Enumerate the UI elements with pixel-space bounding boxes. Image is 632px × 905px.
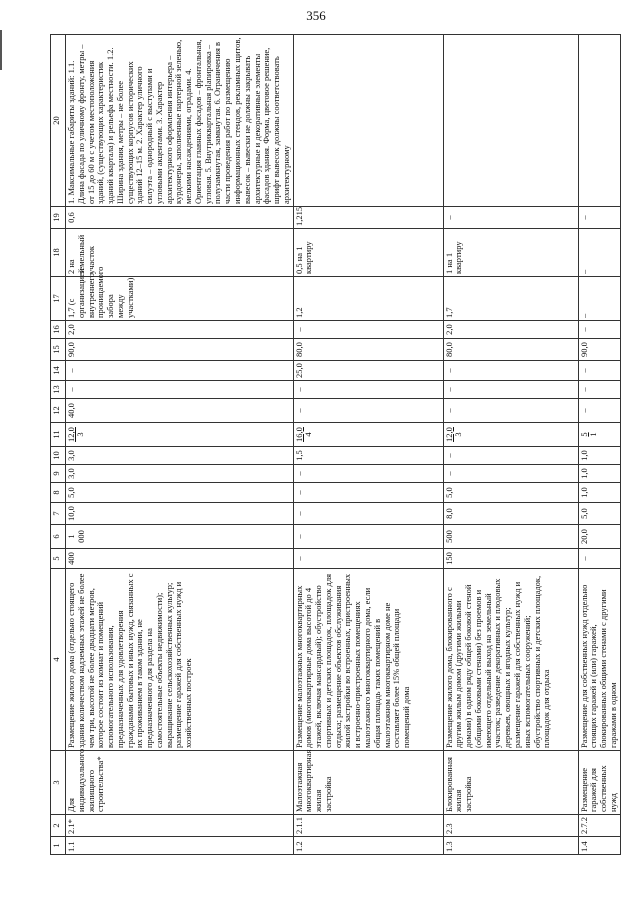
cell-col-12: –: [293, 399, 443, 423]
cell-col-14: –: [66, 361, 294, 381]
cell-col-5: –: [578, 549, 620, 569]
cell-col-4: Размещение для собственных нужд отдельно стоящих гаражей и (или) гаражей, блокированных общими стенами с другими гаражами в одном: [578, 569, 620, 751]
cell-col-14: –: [578, 361, 620, 381]
cell-col-19: 1,215: [293, 207, 443, 229]
cell-col-9: 1,0: [578, 465, 620, 483]
table-row: [293, 35, 443, 855]
cell-col-12: –: [578, 399, 620, 423]
column-header-12: 12: [51, 399, 66, 423]
table-body: [66, 35, 621, 855]
cell-col-6: 20,0: [578, 525, 620, 549]
cell-floors-value: 4: [302, 432, 313, 437]
cell-col-14: 25,0: [293, 361, 443, 381]
column-header-6: 6: [51, 525, 66, 549]
cell-height-value: 12,0: [443, 427, 454, 442]
cell-col-6: –: [293, 525, 443, 549]
cell-floors-height: [443, 423, 578, 447]
cell-col-7: 5,0: [578, 503, 620, 525]
cell-col-10: 1,0: [578, 447, 620, 465]
cell-col-5: 400: [66, 549, 294, 569]
cell-col-17: 1,2: [293, 277, 443, 321]
cell-height-value: 16,0: [293, 427, 304, 442]
cell-height-value: 5: [578, 432, 589, 437]
cell-col-7: 8,0: [443, 503, 578, 525]
cell-col-1: 1.4: [578, 837, 620, 855]
cell-col-17: 1,7: [443, 277, 578, 321]
column-header-5: 5: [51, 549, 66, 569]
cell-col-13: –: [578, 381, 620, 399]
cell-col-10: 3,0: [66, 447, 294, 465]
page-number: 356: [306, 8, 326, 23]
cell-col-20: [578, 35, 620, 207]
cell-col-9: 3,0: [66, 465, 294, 483]
column-header-2: 2: [51, 815, 66, 837]
cell-col-10: 1,5: [293, 447, 443, 465]
zoning-table: [50, 34, 621, 855]
cell-col-1: 1.3: [443, 837, 578, 855]
column-header-7: 7: [51, 503, 66, 525]
cell-col-7: –: [293, 503, 443, 525]
cell-col-20: [443, 35, 578, 207]
cell-col-8: 1,0: [578, 483, 620, 503]
cell-col-17: –: [578, 277, 620, 321]
cell-col-4: Размещение жилого дома, блокированного с другим жилым домом (другими жилыми домами) в одном ряду общей боковой стеной (общими боковыми стенами) без проемов и имеющего отдельный выход на земельный участок; разведение декоративных и плодовых деревьев, овощных и ягодных культур; размещение гаражей для собственных нужд и иных вспомогательных сооружений; обустройство спортивных и детских площадок, площадок для отдыха: [443, 569, 578, 751]
cell-col-2: 2.7.2: [578, 815, 620, 837]
header-row: [51, 35, 66, 855]
cell-col-6: 1 000: [66, 525, 294, 549]
cell-col-19: –: [443, 207, 578, 229]
column-header-14: 14: [51, 361, 66, 381]
cell-col-13: –: [443, 381, 578, 399]
column-header-16: 16: [51, 321, 66, 339]
margin-mark: [0, 30, 2, 70]
cell-col-2: 2.1*: [66, 815, 294, 837]
cell-col-19: –: [578, 207, 620, 229]
column-header-13: 13: [51, 381, 66, 399]
cell-col-15: 90,0: [578, 339, 620, 361]
table-row: [578, 35, 620, 855]
cell-col-1: 1.1: [66, 837, 294, 855]
column-header-18: 18: [51, 229, 66, 277]
cell-col-18: 2 на земельный участок: [66, 229, 294, 277]
cell-col-17: 1,7 (с организацией внутреннего проницаемого забора между участками): [66, 277, 294, 321]
cell-floors-height: [66, 423, 294, 447]
cell-height-value: 12,0: [66, 427, 76, 442]
cell-col-12: 40,0: [66, 399, 294, 423]
cell-col-14: –: [443, 361, 578, 381]
column-header-20: 20: [51, 35, 66, 207]
cell-floors-value: 3: [452, 432, 463, 437]
cell-col-8: 5,0: [443, 483, 578, 503]
cell-col-3: Блокированная жилая застройка: [443, 751, 578, 815]
column-header-10: 10: [51, 447, 66, 465]
cell-col-16: 2,0: [66, 321, 294, 339]
cell-col-4: Размещение жилого дома (отдельно стоящего здания количеством надземных этажей не более чем три, высотой не более двадцати метров, которое состоит из комнат и помещений вспомогательного использования, предназначенных для удовлетворения гражданами бытовых и иных нужд, связанных с их проживанием в таком здании, не предназначенного для раздела на самостоятельные объекты недвижимости); выращивание сельскохозяйственных культур; размещение гаражей для собственных нужд и хозяйственных построек: [66, 569, 294, 751]
cell-col-6: 500: [443, 525, 578, 549]
column-header-17: 17: [51, 277, 66, 321]
cell-floors-value: 1: [587, 432, 598, 437]
cell-col-16: –: [293, 321, 443, 339]
cell-col-19: 0,6: [66, 207, 294, 229]
cell-floors-value: 3: [74, 432, 85, 437]
cell-col-15: 80,0: [443, 339, 578, 361]
cell-floors-height: [578, 423, 620, 447]
column-header-19: 19: [51, 207, 66, 229]
cell-col-2: 2.1.1: [293, 815, 443, 837]
cell-col-3: Для индивидуального жилищного строительства*: [66, 751, 294, 815]
cell-col-16: –: [578, 321, 620, 339]
table-row: [443, 35, 578, 855]
cell-col-2: 2.3: [443, 815, 578, 837]
cell-col-20: [293, 35, 443, 207]
cell-col-1: 1.2: [293, 837, 443, 855]
cell-col-3: Малоэтажная многоквартирная жилая застройка: [293, 751, 443, 815]
column-header-3: 3: [51, 751, 66, 815]
cell-col-12: –: [443, 399, 578, 423]
column-header-1: 1: [51, 837, 66, 855]
cell-col-9: –: [443, 465, 578, 483]
table-row: [66, 35, 294, 855]
cell-col-8: 5,0: [66, 483, 294, 503]
cell-col-3: Размещение гаражей для собственных нужд: [578, 751, 620, 815]
cell-col-10: –: [443, 447, 578, 465]
cell-col-4: Размещение малоэтажных многоквартирных домов (многоквартирные дома высотой до 4 этажей, включая мансардный); обустройство спортивных и детских площадок, площадок для отдыха; размещение объектов обслуживания жилой застройки во встроенных, пристроенных и встроенно-пристроенных помещениях малоэтажного многоквартирного дома, если общая площадь таких помещений в малоэтажном многоквартирном доме не составляет более 15% общей площади помещений дома: [293, 569, 443, 751]
cell-col-5: –: [293, 549, 443, 569]
column-header-8: 8: [51, 483, 66, 503]
column-header-11: 11: [51, 423, 66, 447]
cell-col-18: 0,5 на 1 квартиру: [293, 229, 443, 277]
rotated-table-frame: [50, 35, 618, 855]
cell-col-8: –: [293, 483, 443, 503]
cell-col-20: 1. Максимальные габариты зданий: 1.1. Длина фасада по уличному фронту, метры – от 15 до 60 м с учетом местоположения зданий, (существующих характеристик зданий квартала) и рельефа местности. 1.2. Ширина здания, метры – не более существующих корпусов исторических зданий 12–15 м. 2. Характер уличного силуэта – однородный с выступами и угловыми акцентами. 3. Характер архитектурного оформления интерьера – курдонеры, заполненные партерной зеленью, мелкими насаждениями, оградами. 4. Ориентация главных фасадов – фронтальная, угловая. 5. Внутриквартальная planировка – полузамкнутая, замкнутая. 6. Ограничения в части проведения работ по размещению информационных стендов, рекламных щитов, вывесок – вывески не должны закрывать архитектурные и декоративные элементы фасадов здания. Форма, цветовое решение, шрифт вывесок должны соответствовать архитектурному: [66, 35, 294, 207]
column-header-4: 4: [51, 569, 66, 751]
cell-floors-height: [293, 423, 443, 447]
cell-col-15: 90,0: [66, 339, 294, 361]
rotated-table-content: [50, 35, 618, 855]
cell-col-13: –: [293, 381, 443, 399]
cell-col-15: 80,0: [293, 339, 443, 361]
cell-col-7: 10,0: [66, 503, 294, 525]
cell-col-16: 2,0: [443, 321, 578, 339]
cell-col-9: –: [293, 465, 443, 483]
cell-col-18: –: [578, 229, 620, 277]
cell-col-18: 1 на 1 квартиру: [443, 229, 578, 277]
column-header-9: 9: [51, 465, 66, 483]
cell-col-13: –: [66, 381, 294, 399]
column-header-15: 15: [51, 339, 66, 361]
cell-col-5: 150: [443, 549, 578, 569]
